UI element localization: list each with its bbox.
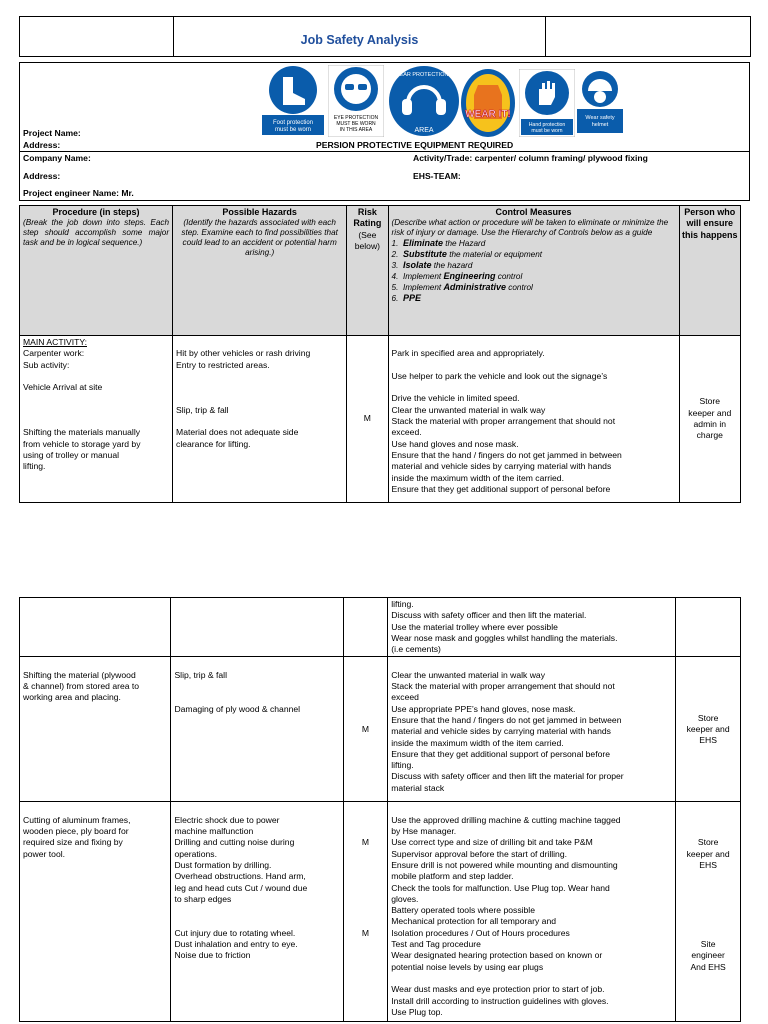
project-header	[19, 62, 750, 201]
risk-rating-value: M	[361, 837, 370, 848]
divider	[20, 151, 749, 152]
project-engineer-label: Project engineer Name: Mr.	[23, 188, 134, 198]
control-text: Clear the unwanted material in walk way	[391, 404, 546, 415]
eye-protection-icon	[328, 65, 384, 137]
procedure-step: Vehicle Arrival at site	[23, 382, 103, 393]
hazards-cell	[171, 657, 343, 802]
risk-header-title: Risk Rating	[353, 207, 382, 229]
control-item: 1. Eliminate the Hazard	[391, 238, 486, 249]
control-text: Ensure that they get additional support of personal before	[391, 748, 611, 759]
risk-rating-cell: M	[347, 336, 388, 503]
procedure-step: Cutting of aluminum frames,	[23, 814, 131, 825]
procedure-step: from vehicle to storage yard by	[23, 438, 141, 449]
control-text: material stack	[391, 782, 445, 793]
procedure-header	[20, 206, 173, 336]
table-row	[20, 598, 741, 657]
svg-text:Wear safety: Wear safety	[585, 115, 615, 121]
risk-header	[347, 206, 388, 336]
control-text: Use the material trolley where ever possible	[391, 621, 558, 632]
procedure-header-note: (Break the job down into steps. Each step should accomplish some major task and be in logical sequence.)	[23, 218, 170, 248]
svg-text:must be worn: must be worn	[531, 128, 563, 134]
control-text: Wear nose mask and goggles whilst handling the materials.	[391, 632, 618, 643]
control-cell	[388, 802, 676, 1022]
control-text: Use the approved drilling machine & cutting machine tagged	[391, 814, 621, 825]
control-cell	[388, 336, 679, 503]
svg-text:Foot protection: Foot protection	[272, 120, 314, 126]
control-text: Ensure drill is not powered while mounting and dismounting	[391, 859, 618, 870]
project-name-label: Project Name:	[23, 128, 81, 138]
person-text: admin in	[693, 419, 727, 429]
control-text: exceed	[391, 692, 419, 703]
hazard-text: Damaging of ply wood & channel	[174, 703, 301, 714]
hazard-text: Noise due to friction	[174, 950, 251, 961]
person-cell	[676, 598, 741, 657]
control-item: 3. Isolate the hazard	[391, 260, 473, 271]
hazards-cell	[171, 598, 343, 657]
activity-trade-label: Activity/Trade: carpenter/ column framing/ plywood fixing	[413, 153, 648, 163]
person-text: EHS	[699, 735, 717, 746]
control-text: inside the maximum width of the item carried.	[391, 737, 564, 748]
control-text: Use appropriate PPE’s hand gloves, nose mask.	[391, 703, 576, 714]
control-item: 6. PPE	[391, 293, 421, 304]
person-text: charge	[696, 430, 723, 441]
control-text: Ensure that the hand / fingers do not get jammed in between	[391, 449, 622, 460]
hazard-text: Cut injury due to rotating wheel.	[174, 927, 296, 938]
control-text: Isolation procedures / Out of Hours procedures	[391, 927, 570, 938]
person-text: Store	[699, 396, 721, 407]
control-text: Use hand gloves and nose mask.	[391, 438, 519, 449]
hazard-text: Overhead obstructions. Hand arm,	[174, 871, 306, 882]
control-cell	[388, 657, 676, 802]
risk-rating-cell	[343, 802, 387, 1022]
person-text: Store	[697, 712, 719, 723]
svg-text:EYE PROTECTION: EYE PROTECTION	[333, 115, 379, 121]
person-text: And EHS	[690, 961, 726, 972]
hierarchy-of-controls-list	[392, 238, 676, 304]
safety-helmet-icon	[577, 69, 623, 135]
risk-rating-cell	[343, 598, 387, 657]
foot-protection-icon	[262, 65, 328, 137]
control-text: Use correct type and size of drilling bit and take P&M	[391, 837, 593, 848]
person-text: engineer	[691, 950, 725, 961]
hazard-text: Drilling and cutting noise during	[174, 837, 295, 848]
company-address-label: Address:	[23, 171, 61, 181]
risk-rating-cell: M	[343, 657, 387, 802]
person-cell	[676, 657, 741, 802]
svg-text:AREA: AREA	[414, 127, 434, 134]
hazard-text: Entry to restricted areas.	[176, 359, 270, 370]
control-text: exceed.	[391, 427, 422, 438]
title-table	[19, 16, 751, 57]
hazard-text: operations.	[174, 848, 217, 859]
ear-protection-icon	[388, 63, 460, 139]
hazard-text: to sharp edges	[174, 893, 232, 904]
svg-text:EAR PROTECTION: EAR PROTECTION	[399, 72, 449, 78]
control-text: Park in specified area and appropriately.	[391, 348, 545, 359]
control-text: Use helper to park the vehicle and look out the signage’s	[391, 370, 608, 381]
control-text: lifting.	[391, 599, 414, 609]
control-header-title: Control Measures	[495, 207, 572, 217]
hazard-text: Dust formation by drilling.	[174, 859, 272, 870]
svg-text:must be worn: must be worn	[274, 127, 312, 133]
control-text: by Hse manager.	[391, 826, 457, 837]
procedure-step: required size and fixing by	[23, 837, 123, 848]
main-activity-label: MAIN ACTIVITY:	[23, 337, 87, 347]
title-left-cell	[20, 17, 174, 57]
person-text: EHS	[699, 859, 717, 870]
company-name-label: Company Name:	[23, 153, 91, 163]
control-item: 5. Implement Administrative control	[391, 282, 533, 293]
svg-text:MUST BE WORN: MUST BE WORN	[336, 121, 376, 127]
hazards-header	[173, 206, 347, 336]
sub-activity-label: Sub activity:	[23, 359, 70, 370]
svg-text:IN THIS AREA: IN THIS AREA	[339, 127, 373, 133]
control-text: Check the tools for malfunction. Use Plug top. Wear hand	[391, 882, 610, 893]
title-right-cell	[546, 17, 751, 57]
control-text: Drive the vehicle in limited speed.	[391, 393, 520, 404]
control-text: Test and Tag procedure	[391, 939, 481, 950]
address-label: Address:	[23, 140, 61, 150]
jsa-table	[19, 205, 741, 503]
procedure-cell	[20, 336, 173, 503]
control-text: Install drill according to instruction guidelines with gloves.	[391, 995, 609, 1006]
control-text: gloves.	[391, 893, 419, 904]
control-text: lifting.	[391, 760, 414, 771]
procedure-step: power tool.	[23, 848, 66, 859]
control-header-note: (Describe what action or procedure will be taken to eliminate or minimize the risk of injury or damage. Use the Hierarchy of Controls below as a guide	[391, 218, 669, 238]
procedure-step: using of trolley or manual	[23, 449, 120, 460]
control-text: Mechanical protection for all temporary and	[391, 916, 556, 927]
control-item: 2. Substitute the material or equipment	[391, 249, 543, 260]
control-cell	[388, 598, 676, 657]
risk-rating-value: M	[361, 927, 370, 938]
svg-text:WEAR IT!: WEAR IT!	[465, 109, 511, 120]
control-text: Battery operated tools where possible	[391, 905, 535, 916]
control-text: Discuss with safety officer and then lift the material for proper	[391, 771, 624, 782]
hazards-cell	[173, 336, 347, 503]
control-item: 4. Implement Engineering control	[391, 271, 523, 282]
table-row	[20, 802, 741, 1022]
person-text: Site	[700, 939, 716, 950]
control-text: Stack the material with proper arrangement that should not	[391, 681, 615, 692]
procedure-step: Shifting the materials manually	[23, 427, 141, 438]
control-header	[388, 206, 679, 336]
procedure-step: Shifting the material (plywood	[23, 669, 136, 680]
control-text: material and vehicle sides by carrying material with hands	[391, 461, 612, 472]
control-text: potential noise levels by using ear plugs	[391, 961, 544, 972]
control-text: inside the maximum width of the item carried.	[391, 472, 564, 483]
procedure-step: lifting.	[23, 461, 46, 472]
hazard-text: machine malfunction	[174, 826, 254, 837]
procedure-cell	[20, 657, 171, 802]
hazard-text: Dust inhalation and entry to eye.	[174, 939, 298, 950]
ehs-team-label: EHS-TEAM:	[413, 171, 461, 181]
procedure-step: working area and placing.	[23, 692, 121, 703]
hazard-text: Slip, trip & fall	[176, 404, 229, 415]
procedure-cell	[20, 802, 171, 1022]
hazards-cell	[171, 802, 343, 1022]
control-text: Wear dust masks and eye protection prior to start of job.	[391, 984, 605, 995]
hazard-text: Hit by other vehicles or rash driving	[176, 348, 311, 359]
person-text: keeper and	[688, 407, 732, 418]
svg-text:Hand protection: Hand protection	[528, 122, 566, 128]
person-header	[679, 206, 740, 336]
person-text: keeper and	[686, 848, 730, 859]
procedure-step: & channel) from stored area to	[23, 681, 140, 692]
person-text: Store	[697, 837, 719, 848]
hazard-text: Electric shock due to power	[174, 814, 280, 825]
control-text: mobile platform and step ladder.	[391, 871, 514, 882]
hazard-text: Slip, trip & fall	[174, 669, 227, 680]
control-text: Ensure that they get additional support of personal before	[391, 483, 611, 494]
jsa-table-continued	[19, 597, 741, 1022]
hazards-header-title: Possible Hazards	[222, 207, 297, 217]
hazard-text: Material does not adequate side	[176, 427, 299, 438]
hand-protection-icon	[519, 69, 575, 137]
table-row	[20, 657, 741, 802]
procedure-cell	[20, 598, 171, 657]
risk-header-note: (See below)	[354, 229, 381, 251]
person-cell	[676, 802, 741, 1022]
hazard-text: leg and head cuts Cut / wound due	[174, 882, 308, 893]
page-title: Job Safety Analysis	[174, 17, 546, 57]
control-text: material and vehicle sides by carrying material with hands	[391, 726, 611, 737]
procedure-step: wooden piece, ply board for	[23, 826, 129, 837]
procedure-header-title: Procedure (in steps)	[52, 207, 140, 217]
table-row	[20, 336, 741, 503]
control-text: Clear the unwanted material in walk way	[391, 669, 546, 680]
control-text: Supervisor approval before the start of drilling.	[391, 848, 567, 859]
control-text: (i.e cements)	[391, 644, 441, 655]
wear-it-vest-icon	[460, 67, 516, 139]
carpenter-work-label: Carpenter work:	[23, 348, 85, 359]
hazard-text: clearance for lifting.	[176, 438, 251, 449]
control-text: Use Plug top.	[391, 1006, 443, 1017]
control-text: Discuss with safety officer and then lift the material.	[391, 610, 587, 621]
control-text: Ensure that the hand / fingers do not get jammed in between	[391, 714, 622, 725]
ppe-required-caption: PERSION PROTECTIVE EQUIPMENT REQUIRED	[316, 140, 514, 150]
person-cell	[679, 336, 740, 503]
person-text: keeper and	[686, 723, 730, 734]
control-text: Wear designated hearing protection based on known or	[391, 950, 603, 961]
control-text: Stack the material with proper arrangement that should not	[391, 416, 616, 427]
hazards-header-note: (Identify the hazards associated with each step. Examine each to find possibilities that could lead to an accident or potential harm arising.)	[181, 218, 338, 258]
person-header-title: Person who will ensure this happens	[682, 207, 738, 240]
svg-text:helmet: helmet	[591, 122, 609, 128]
